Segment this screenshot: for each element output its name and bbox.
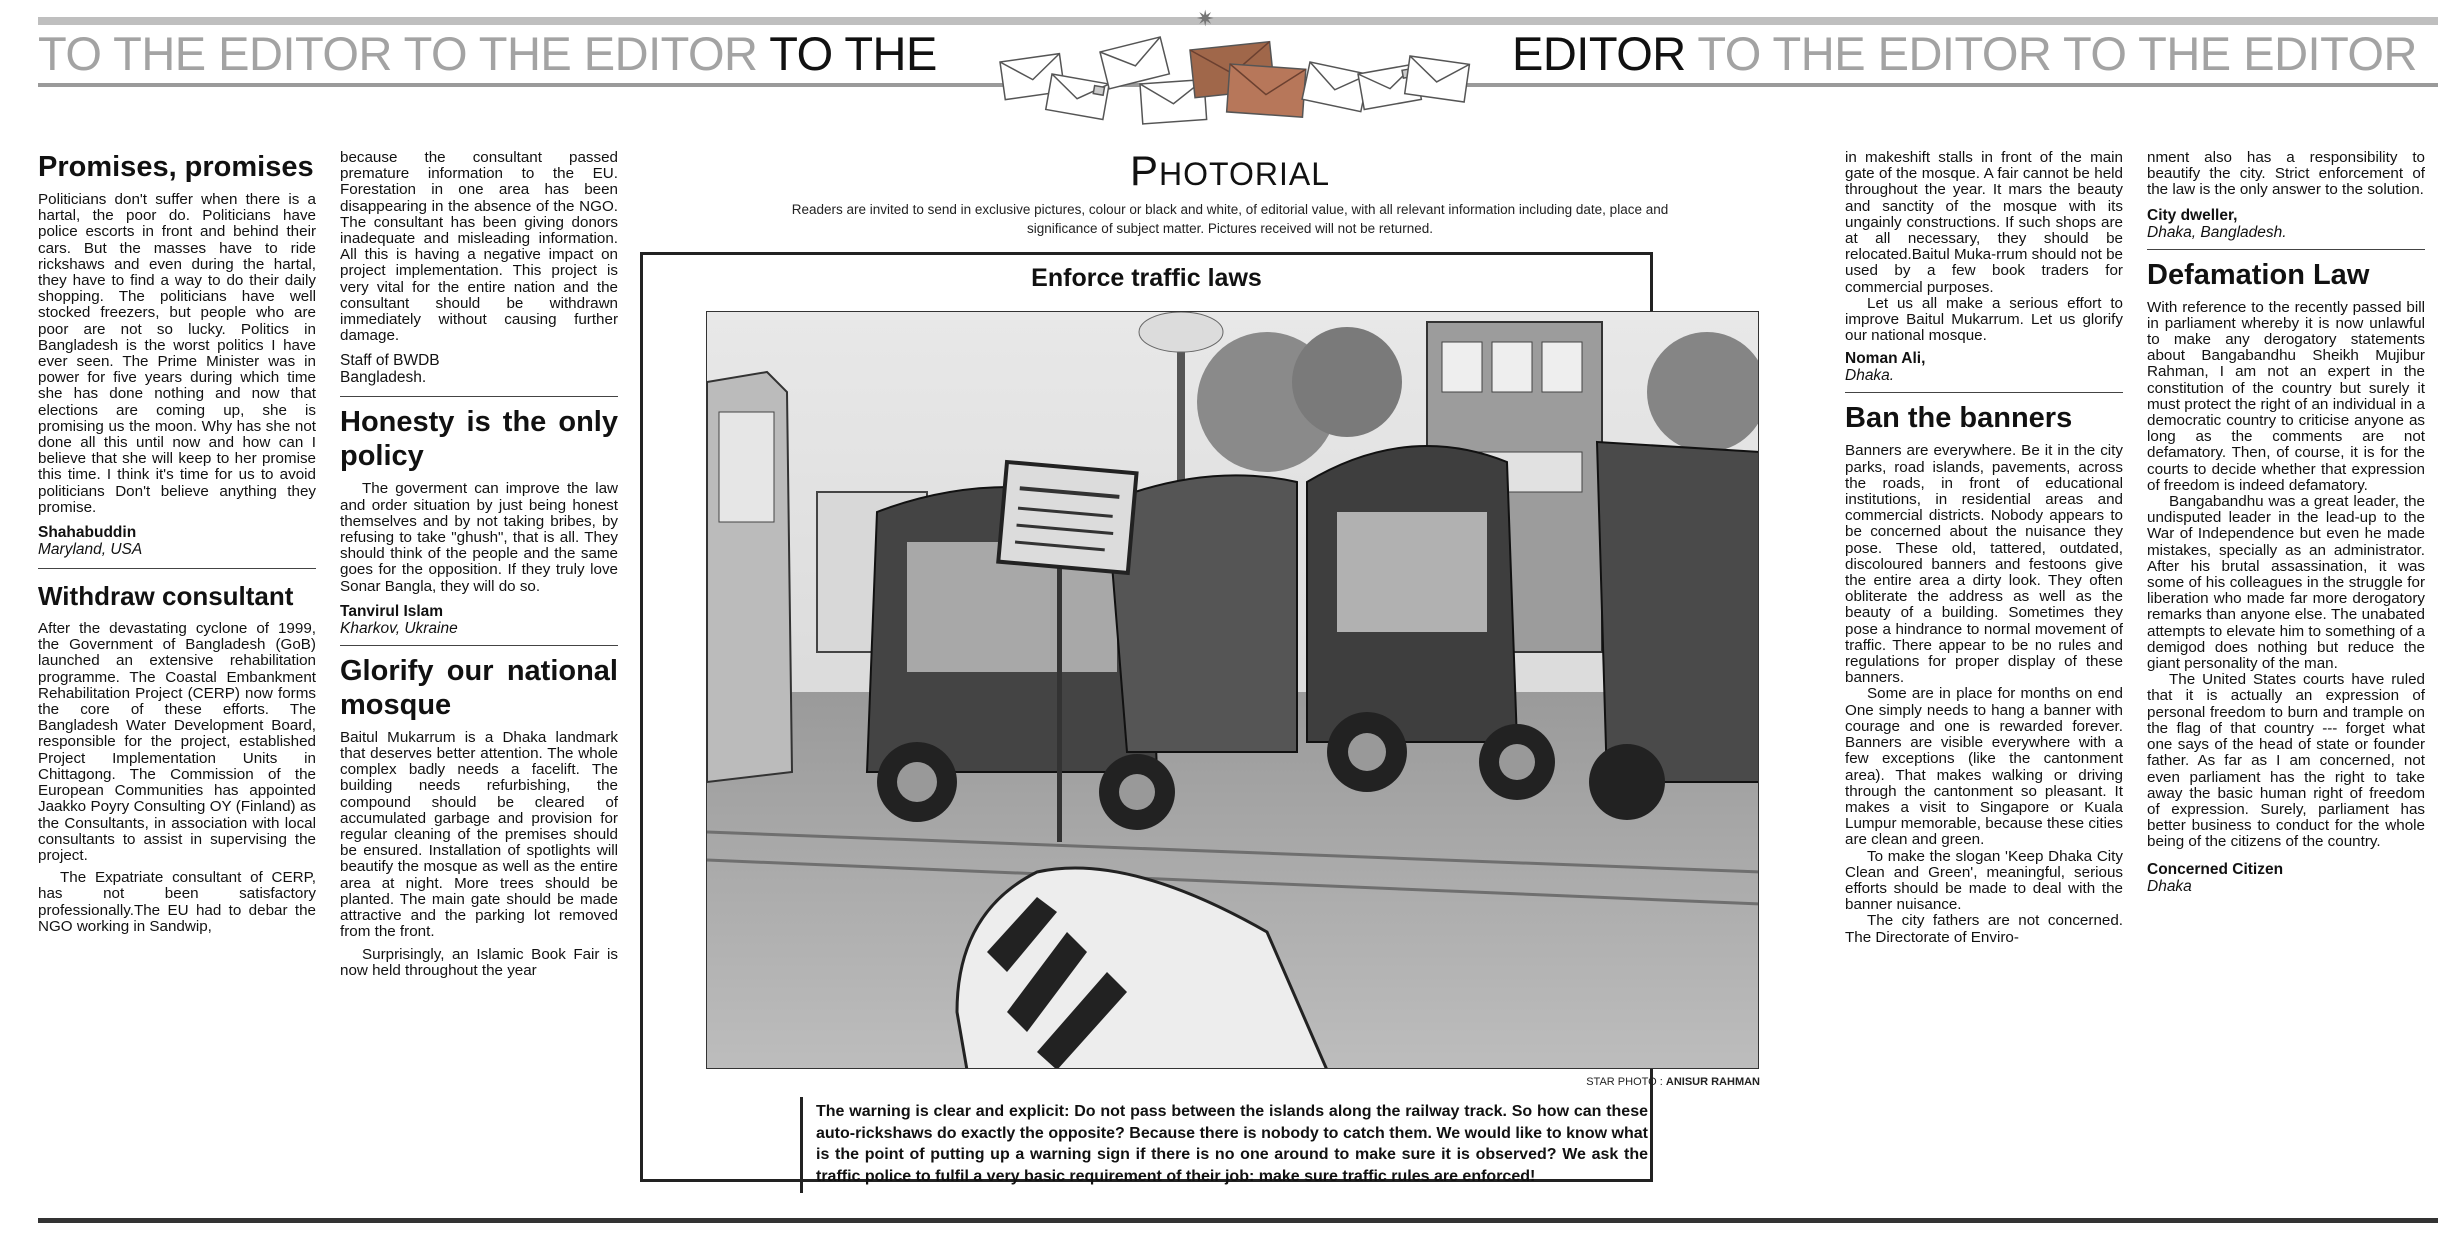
photo-credit-prefix: STAR PHOTO :: [1586, 1076, 1666, 1088]
masthead-right-dark: EDITOR: [1512, 27, 1686, 80]
headline-defamation-law: Defamation Law: [2147, 258, 2370, 291]
headline-withdraw-consultant: Withdraw consultant: [38, 581, 294, 612]
letter-withdraw-body-3: because the consultant passed premature information to the EU. Forestation in one area has been disappearing in the absence of the NGO. The consultant has been giving donors inadequate and misleading information. All this is having a negative impact on project implementation. This project is very vital for the entire nation and the consultant should be withdrawn immediately without causing further damage.: [340, 149, 618, 345]
divider: [340, 396, 618, 397]
letter-mosque-body-4: Let us all make a serious effort to improve Baitul Mukarrum. Let us glorify our national mosque.: [1845, 294, 2123, 345]
photorial-title-rest: HOTORIAL: [1159, 156, 1330, 192]
bottom-rule: [38, 1218, 2438, 1223]
letter-banners-body-5: nment also has a responsibility to beautify the city. Strict enforcement of the law is the only answer to the solution.: [2147, 149, 2425, 199]
photo-credit-name: ANISUR RAHMAN: [1665, 1076, 1760, 1088]
location-bangladesh: Bangladesh.: [340, 369, 427, 387]
location-dhaka-bangladesh: Dhaka, Bangladesh.: [2147, 223, 2287, 241]
signature-bwdb: Staff of BWDB: [340, 352, 440, 370]
divider: [38, 568, 316, 569]
headline-glorify-mosque: Glorify our national mosque: [340, 654, 618, 721]
envelopes-illustration-icon: [990, 34, 1490, 134]
column-1: [38, 150, 316, 935]
letter-mosque-body-3: in makeshift stalls in front of the main gate of the mosque. A fair cannot be held throughout the year. It mars the beauty and sanctity of the mosque with its ungainly constructions. If such shops are at all necessary, they should be relocated.Baitul Muka-rrum should not be used by a few book traders for commercial purposes.: [1845, 149, 2123, 296]
signature-concerned-citizen: Concerned Citizen: [2147, 860, 2284, 878]
location-maryland: Maryland, USA: [38, 541, 143, 559]
star-ornament-icon: ✷: [1196, 6, 1215, 31]
photo-credit: [1420, 1075, 1760, 1089]
masthead-left: [38, 26, 937, 82]
headline-ban-banners: Ban the banners: [1845, 402, 2073, 435]
traffic-photo: [706, 311, 1759, 1069]
divider: [340, 645, 618, 646]
letter-defamation-body-2: Bangabandhu was a great leader, the undisputed leader in the lead-up to the War of Independence but even he made mistakes, specially as an administrator. After his brutal assassination, it was some of his colleagues in the struggle for liberation who made far more derogatory remarks than anyone else. The unabated attempts to elevate him to something of a demigod does nothing but reduce the giant personality of the man.: [2147, 493, 2425, 673]
photorial-title-initial: P: [1129, 147, 1159, 194]
headline-honesty: Honesty is the only policy: [340, 406, 618, 473]
letter-mosque-body-1: Baitul Mukarrum is a Dhaka landmark that deserves better attention. The whole complex badly needs a facelift. The building needs refurbishing, the compound should be cleared of accumulated garbage and provision for regular cleaning of the premises should be ensured. Installation of spotlights will beautify the mosque as well as the entire area at night. More trees should be planted. The main gate should be made attractive and the parking lot removed from the front.: [340, 728, 618, 941]
letter-mosque-body-2: Surprisingly, an Islamic Book Fair is now held throughout the year: [340, 945, 618, 979]
signature-city-dweller: City dweller,: [2147, 206, 2238, 224]
photo-caption: The warning is clear and explicit: Do not pass between the islands along the railway track. So how can these auto-rickshaws do exactly the opposite? Because there is nobody to catch them. We would like to know what is the point of putting up a warning sign if there is no one around to make sure it is observed? We ask the traffic police to fulfil a very basic requirement of their job: make sure traffic rules are enforced!: [816, 1103, 1648, 1185]
signature-shahabuddin: Shahabuddin: [38, 524, 137, 542]
masthead-top-rule: [38, 17, 2438, 25]
location-kharkov: Kharkov, Ukraine: [340, 619, 458, 637]
photorial-title: [1000, 148, 1460, 197]
signature-tanvirul: Tanvirul Islam: [340, 602, 444, 620]
letter-promises-body: Politicians don't suffer when there is a hartal, the poor do. Politicians have police escorts in front and behind their cars. But the masses have to ride rickshaws and even during the hartal, they have to find a way to do their daily shopping. The politicians have well stocked freezers, but people who are poor are not so lucky. Politics in Bangladesh is the worst politics I have ever seen. The Prime Minister was in power for five years during which time she has done nothing and now that elections are coming up, she is promising us the moon. Why has she not done all this until now and how can I believe that she will keep to her promise this time. I think it's time for us to avoid politicians Don't believe anything they promise.: [38, 191, 316, 516]
letter-banners-body-1: Banners are everywhere. Be it in the city parks, road islands, pavements, across the roads, in front of educational institutions, in residential areas and commercial districts. Nobody appears to be concerned about the nuisance they pose. These old, tattered, outdated, discoloured banners and festoons give the entire area a dirty look. They often obliterate the address as well as the beauty of a building. Sometimes they pose a hindrance to normal movement of traffic. There appear to be no rules and regulations for proper display of these banners.: [1845, 442, 2123, 687]
column-3: [1845, 150, 2123, 946]
masthead-right-gray: TO THE EDITOR TO THE EDITOR: [1685, 27, 2417, 80]
column-2: [340, 150, 618, 979]
signature-noman-ali: Noman Ali,: [1845, 350, 1926, 368]
masthead-left-gray: TO THE EDITOR TO THE EDITOR: [38, 27, 770, 80]
letter-honesty-body: The goverment can improve the law and order situation by just being honest themselves and by not taking bribes, by refusing to take "ghush", that is all. They should think of the people and the same goes for the opposition. If they truly love Sonar Bangla, they will do so.: [340, 480, 618, 595]
letter-banners-body-4: The city fathers are not concerned. The Directorate of Enviro-: [1845, 912, 2123, 946]
letter-withdraw-body-2: The Expatriate consultant of CERP, has not been satisfactory professionally.The EU had to debar the NGO working in Sandwip,: [38, 869, 316, 935]
masthead-right: [1512, 26, 2417, 82]
photorial-headline: Enforce traffic laws: [1031, 264, 1262, 292]
letter-withdraw-body-1: After the devastating cyclone of 1999, the Government of Bangladesh (GoB) launched an extensive rehabilitation programme. The Coastal Embankment Rehabilitation Project (CERP) now forms the core of these efforts. The Bangladesh Water Development Board, responsible for the project, established Project Implementation Units in Chittagong. The Commission of the European Communities has appointed Jaakko Poyry Consulting OY (Finland) as the Consultants, in association with local consultants to assist in supervising the project.: [38, 620, 316, 864]
photorial-subtitle: Readers are invited to send in exclusive pictures, colour or black and white, of editorial value, with all relevant information including date, place and significance of subject matter. Pictures received will not be returned.: [791, 202, 1669, 236]
divider: [1845, 392, 2123, 393]
headline-promises: Promises, promises: [38, 151, 314, 183]
masthead-left-dark: TO THE: [769, 27, 937, 80]
traffic-photo-illustration: [707, 312, 1759, 1069]
divider: [2147, 249, 2425, 250]
letter-defamation-body-3: The United States courts have ruled that it is actually an expression of personal freedom to burn and trample on the flag of that country --- forget what one says of the head of state or founder father. As far as I am concerned, not even parliament has the right to take away the basic human right of freedom of expression. Surely, parliament has better business to conduct for the whole being of the citizens of the country.: [2147, 671, 2425, 851]
letter-banners-body-3: To make the slogan 'Keep Dhaka City Clean and Green', meaningful, serious efforts should be made to deal with the banner nuisance.: [1845, 847, 2123, 914]
letter-defamation-body-1: With reference to the recently passed bill in parliament whereby it is now unlawful to make any derogatory statements about Bangabandhu Sheikh Mujibur Rahman, I am not an expert in the constitution of the country but surely it must protect the right of an individual in a democratic country to criticise anyone as long as the comments are not defamatory. Then, of course, it is for the courts to decide whether that expression of freedom is indeed defamatory.: [2147, 298, 2425, 494]
location-dhaka-2: Dhaka: [2147, 877, 2192, 895]
letter-banners-body-2: Some are in place for months on end One simply needs to hang a banner with courage and one is rewarded forever. Banners are visible everywhere with a few exceptions (like the cantonment area). That makes walking or driving through the cantonment so pleasant. It makes a visit to Singapore or Kuala Lumpur memorable, because these cities are clean and green.: [1845, 685, 2123, 849]
location-dhaka: Dhaka.: [1845, 367, 1895, 385]
caption-bar: [800, 1097, 803, 1193]
column-4: [2147, 150, 2425, 895]
